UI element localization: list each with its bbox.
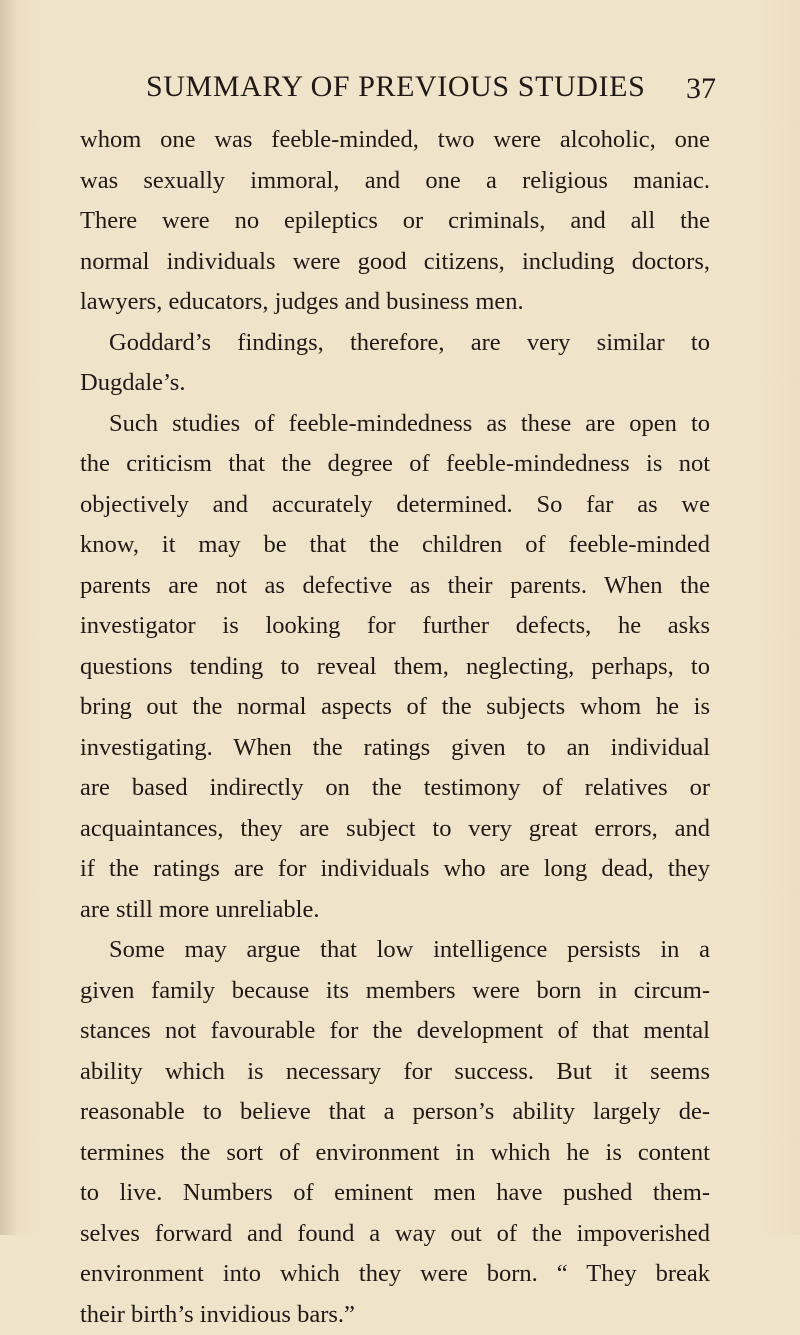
text-line: are still more unreliable.: [80, 890, 710, 931]
text-line: to live. Numbers of eminent men have pushed them-: [80, 1173, 710, 1214]
text-line: lawyers, educators, judges and business men.: [80, 282, 710, 323]
text-line: normal individuals were good citizens, including doctors,: [80, 242, 710, 283]
text-line: the criticism that the degree of feeble-mindedness is not: [80, 444, 710, 485]
page-number: 37: [686, 72, 716, 106]
text-line: questions tending to reveal them, neglecting, perhaps, to: [80, 647, 710, 688]
text-line: if the ratings are for individuals who are long dead, they: [80, 849, 710, 890]
text-line: stances not favourable for the development of that mental: [80, 1011, 710, 1052]
running-head: [0, 70, 800, 110]
text-line: Goddard’s findings, therefore, are very similar to: [80, 323, 710, 364]
text-line: know, it may be that the children of feeble-minded: [80, 525, 710, 566]
text-line: was sexually immoral, and one a religious maniac.: [80, 161, 710, 202]
text-line: given family because its members were born in circum-: [80, 971, 710, 1012]
text-line: selves forward and found a way out of the impoverished: [80, 1214, 710, 1255]
body-text: [80, 120, 710, 1335]
text-line: Such studies of feeble-mindedness as these are open to: [80, 404, 710, 445]
text-line: Dugdale’s.: [80, 363, 710, 404]
text-line: termines the sort of environment in which he is content: [80, 1133, 710, 1174]
text-line: whom one was feeble-minded, two were alcoholic, one: [80, 120, 710, 161]
text-line: ability which is necessary for success. But it seems: [80, 1052, 710, 1093]
text-line: investigating. When the ratings given to an individual: [80, 728, 710, 769]
text-line: Some may argue that low intelligence persists in a: [80, 930, 710, 971]
text-line: are based indirectly on the testimony of relatives or: [80, 768, 710, 809]
running-title: SUMMARY OF PREVIOUS STUDIES: [146, 70, 645, 104]
text-line: their birth’s invidious bars.”: [80, 1295, 710, 1335]
text-line: bring out the normal aspects of the subjects whom he is: [80, 687, 710, 728]
text-line: environment into which they were born. “ They break: [80, 1254, 710, 1295]
text-line: parents are not as defective as their parents. When the: [80, 566, 710, 607]
text-line: objectively and accurately determined. So far as we: [80, 485, 710, 526]
text-line: reasonable to believe that a person’s ability largely de-: [80, 1092, 710, 1133]
text-line: acquaintances, they are subject to very great errors, and: [80, 809, 710, 850]
text-line: investigator is looking for further defects, he asks: [80, 606, 710, 647]
spine-shadow: [0, 0, 18, 1235]
text-line: There were no epileptics or criminals, and all the: [80, 201, 710, 242]
